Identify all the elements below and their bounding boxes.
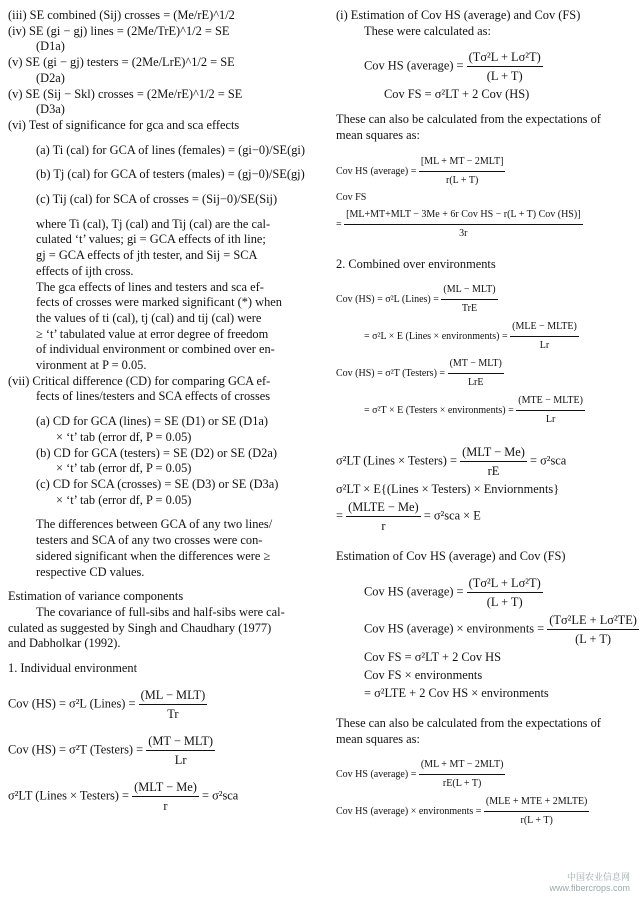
text-line: gj = GCA effects of jth tester, and Sij = SCA: [36, 248, 258, 263]
text-line: (a) Ti (cal) for GCA of lines (females) = (gi−0)/SE(gi): [36, 142, 305, 157]
text-line: effects of ijth cross.: [36, 263, 134, 278]
fraction: [346, 498, 421, 535]
text-line: × ‘t’ tab (error df, P = 0.05): [56, 492, 192, 507]
spacer: [336, 429, 634, 443]
spacer: [336, 144, 634, 153]
section-heading: 2. Combined over environments: [336, 256, 496, 271]
denominator: Lr: [510, 336, 579, 355]
equation: [336, 153, 634, 190]
spacer: [8, 183, 318, 192]
text-line: the values of ti (cal), tj (cal) and tij (cal) were: [36, 310, 262, 325]
spacer: [336, 702, 634, 716]
equation-lhs: Cov HS (average) =: [336, 769, 417, 781]
left-column: [8, 8, 318, 815]
numerator: (MLE − MLTE): [512, 321, 577, 333]
text-line: (vi) Test of significance for gca and sca effects: [8, 117, 240, 132]
text-line: These were calculated as:: [364, 23, 491, 38]
spacer: [336, 565, 634, 574]
equation-lhs: Cov (HS) = σ²L (Lines): [8, 696, 126, 711]
denominator: (L + T): [547, 629, 639, 648]
numerator: (ML − MLT): [140, 687, 206, 702]
fraction: [344, 206, 582, 243]
text-line: mean squares as:: [336, 128, 420, 143]
text-line: where Ti (cal), Tj (cal) and Tij (cal) are the cal-: [36, 216, 271, 231]
text-line: (b) Tj (cal) for GCA of testers (males) = (gj−0)/SE(gj): [36, 167, 305, 182]
text-line: (c) CD for SCA (crosses) = SE (D3) or SE (D3a): [36, 476, 279, 491]
equation: Cov FS = σ²LT + 2 Cov HS: [364, 649, 501, 664]
fraction: [484, 793, 589, 830]
numerator: (MLTE − Me): [348, 500, 419, 515]
text-line: fects of crosses were marked significant (*) when: [36, 295, 282, 310]
fraction: [146, 732, 215, 769]
fraction: [460, 443, 527, 480]
equation: [8, 732, 318, 769]
denominator: (L + T): [467, 66, 543, 85]
text-line: × ‘t’ tab (error df, P = 0.05): [56, 429, 192, 444]
equation: [336, 392, 634, 429]
section-heading: Estimation of Cov HS (average) and Cov (FS): [336, 549, 566, 564]
fraction: [547, 611, 639, 648]
text-line: (vii) Critical difference (CD) for comparing GCA ef-: [8, 373, 271, 388]
text-line: × ‘t’ tab (error df, P = 0.05): [56, 461, 192, 476]
equation: [336, 498, 634, 535]
equation-rhs: = σ²sca × E: [423, 508, 481, 523]
numerator: (MLT − Me): [134, 779, 197, 794]
equation: [336, 318, 634, 355]
text-line: (D1a): [36, 39, 65, 54]
equals-sign: =: [336, 508, 343, 523]
equation-lhs: Cov HS (average) =: [364, 58, 464, 73]
fraction: [419, 756, 506, 793]
text-line: (c) Tij (cal) for SCA of crosses = (Sij−0)/SE(Sij): [36, 192, 278, 207]
text-line: The covariance of full-sibs and half-sibs were cal-: [36, 604, 285, 619]
section-heading: 1. Individual environment: [8, 661, 138, 676]
text-line: culated ‘t’ values; gi = GCA effects of ith line;: [36, 232, 266, 247]
section-heading: (i) Estimation of Cov HS (average) and Cov (FS): [336, 8, 581, 22]
equation: [336, 281, 634, 318]
spacer: [336, 103, 634, 112]
watermark-url: www.fibercrops.com: [549, 883, 630, 893]
fraction: [467, 48, 543, 85]
equation-rhs: = σ²sca: [201, 788, 239, 803]
spacer: [8, 158, 318, 167]
text-line: These can also be calculated from the expectations of: [336, 715, 601, 730]
spacer: [336, 535, 634, 549]
equation-lhs: Cov (HS) = σ²T (Testers) =: [8, 742, 144, 757]
denominator: Lr: [516, 410, 585, 429]
text-line: (a) CD for GCA (lines) = SE (D1) or SE (D1a): [36, 414, 269, 429]
denominator: r: [346, 516, 421, 535]
numerator: (MT − MLT): [449, 358, 502, 370]
numerator: (Tσ²L + Lσ²T): [468, 50, 541, 65]
equation-rhs: = σ²sca: [529, 453, 567, 468]
fraction: [441, 281, 497, 318]
spacer: [8, 405, 318, 414]
numerator: (Tσ²LE + Lσ²TE): [549, 612, 637, 627]
spacer: [8, 769, 318, 778]
spacer: [8, 508, 318, 517]
spacer: [336, 747, 634, 756]
equation: Cov FS × environments: [364, 667, 483, 682]
fraction: [467, 574, 543, 611]
spacer: [336, 272, 634, 281]
text-line: ≥ ‘t’ tabulated value at error degree of freedom: [36, 326, 269, 341]
spacer: [8, 208, 318, 217]
denominator: Lr: [146, 750, 215, 769]
equation-lhs: = σ²L × E (Lines × environments) =: [364, 331, 508, 343]
watermark-line: 中国农业信息网: [566, 872, 630, 882]
text-line: testers and SCA of any two crosses were con-: [36, 533, 263, 548]
denominator: LrE: [448, 373, 504, 392]
equation: [336, 355, 634, 392]
watermark: [549, 872, 630, 894]
equation: = $\frac{\text{[ML+MT+MLT − 3Me + 6r Cov HS − r(L + T) Cov (HS)]}}{3r}$: [336, 206, 634, 243]
equation: [336, 756, 634, 793]
denominator: r(L + T): [419, 171, 506, 190]
text-line: The differences between GCA of any two lines/: [36, 517, 273, 532]
equation: [336, 611, 637, 648]
denominator: Tr: [139, 704, 208, 723]
fraction: [516, 392, 585, 429]
text-line: of individual environment or combined over en-: [36, 342, 275, 357]
equation-lhs: Cov HS (average) × environments =: [336, 806, 482, 818]
right-column: [336, 8, 637, 830]
equation-lhs: = σ²T × E (Testers × environments) =: [364, 405, 514, 417]
text-line: (iv) SE (gi − gj) lines = (2Me/TrE)^1/2 = SE: [8, 23, 230, 38]
equation: Cov (HS) = σ²L (Lines) = $\frac{\text{(ML − MLT)}}{Tr}$: [8, 687, 206, 721]
denominator: rE: [460, 461, 527, 480]
text-line: vironment at P = 0.05.: [36, 358, 147, 373]
spacer: [8, 677, 318, 686]
text-line: and Dabholkar (1992).: [8, 636, 121, 651]
spacer: [8, 580, 318, 589]
fraction: [139, 686, 208, 723]
denominator: TrE: [441, 299, 497, 318]
equation-lhs: Cov HS (average) × environments =: [364, 621, 545, 636]
denominator: r(L + T): [484, 811, 589, 830]
text-line: (v) SE (gi − gj) testers = (2Me/LrE)^1/2 = SE: [8, 55, 235, 70]
text-line: (D2a): [36, 70, 65, 85]
equation-lhs: σ²LT (Lines × Testers): [8, 788, 119, 803]
fraction: [132, 778, 199, 815]
numerator: (MLT − Me): [462, 445, 525, 460]
numerator: [ML + MT − 2MLT]: [420, 155, 504, 167]
numerator: (MTE − MLTE): [518, 395, 583, 407]
text-line: respective CD values.: [36, 564, 145, 579]
text-line: fects of lines/testers and SCA effects of crosses: [36, 389, 271, 404]
text-line: These can also be calculated from the expectations of: [336, 112, 601, 127]
numerator: (MLE + MTE + 2MLTE): [485, 796, 588, 808]
equation-lhs: Cov HS (average) =: [336, 165, 417, 177]
equation-lhs: Cov HS (average) =: [364, 584, 464, 599]
spacer: [8, 723, 318, 732]
equation: σ²LT × E{(Lines × Testers) × Enviornments}: [336, 482, 560, 497]
text-line: culated as suggested by Singh and Chaudhary (1977): [8, 620, 272, 635]
text-line: sidered significant when the differences were ≥: [36, 548, 271, 563]
text-line: Cov FS: [336, 191, 367, 203]
equation: [336, 574, 634, 611]
text-line: mean squares as:: [336, 731, 420, 746]
fraction: [419, 153, 506, 190]
equation: [336, 443, 634, 480]
text-line: (b) CD for GCA (testers) = SE (D2) or SE (D2a): [36, 445, 277, 460]
spacer: [336, 39, 634, 48]
spacer: [8, 134, 318, 143]
equation: = σ²LTE + 2 Cov HS × environments: [364, 685, 549, 700]
equation-lhs: Cov (HS) = σ²L (Lines) =: [336, 294, 439, 306]
numerator: (ML − MLT): [443, 284, 496, 296]
denominator: (L + T): [467, 592, 543, 611]
text-line: (iii) SE combined (Sij) crosses = (Me/rE)^1/2: [8, 8, 235, 22]
denominator: 3r: [344, 224, 582, 243]
text-line: (v) SE (Sij − Skl) crosses = (2Me/rE)^1/2 = SE: [8, 86, 243, 101]
numerator: (Tσ²L + Lσ²T): [468, 575, 541, 590]
spacer: [336, 243, 634, 257]
equation: Cov FS = σ²LT + 2 Cov (HS): [384, 87, 530, 102]
denominator: r: [132, 796, 199, 815]
equation: [336, 48, 634, 85]
equation: [336, 793, 634, 830]
spacer: [8, 652, 318, 661]
numerator: (MT − MLT): [148, 733, 214, 748]
text-line: The gca effects of lines and testers and sca ef-: [36, 279, 264, 294]
fraction: [448, 355, 504, 392]
denominator: rE(L + T): [419, 774, 506, 793]
numerator: (ML + MT − 2MLT): [420, 759, 504, 771]
equation-lhs: σ²LT (Lines × Testers) =: [336, 453, 458, 468]
numerator: [ML+MT+MLT − 3Me + 6r Cov HS − r(L + T) Cov (HS)]: [346, 208, 581, 220]
text-line: (D3a): [36, 102, 65, 117]
equation: σ²LT (Lines × Testers) = $\frac{\text{(MLT − Me)}}{r}$ = σ²sca: [8, 779, 239, 813]
section-heading: Estimation of variance components: [8, 589, 184, 604]
fraction: [510, 318, 579, 355]
equation-lhs: Cov (HS) = σ²T (Testers) =: [336, 368, 446, 380]
